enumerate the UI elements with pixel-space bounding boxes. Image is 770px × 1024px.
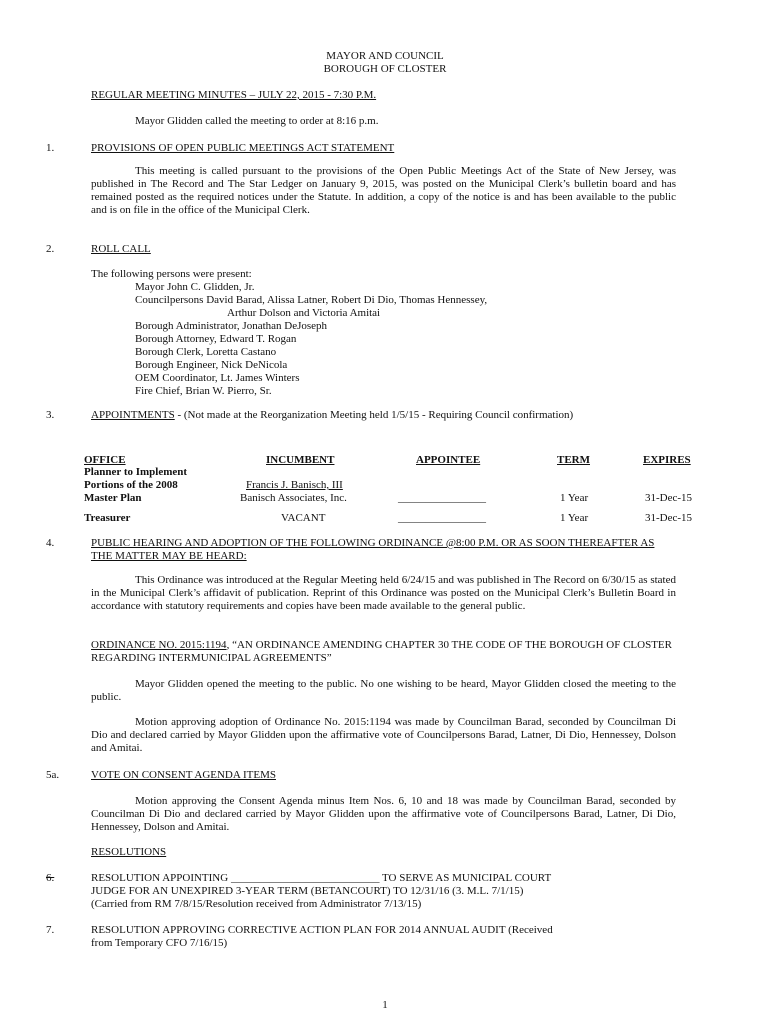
ordinance-number: ORDINANCE NO. 2015:1194	[91, 639, 227, 651]
ordinance-title: , “AN ORDINANCE AMENDING CHAPTER 30 THE CODE OF THE BOROUGH OF CLOSTER REGARDING INTERMUNICIPAL AGREEMENTS”	[91, 639, 672, 664]
column-header-office: OFFICE	[84, 454, 126, 466]
item-6-number: 6.	[46, 872, 55, 884]
incumbent-cell: Banisch Associates, Inc.	[240, 492, 347, 504]
roll-call-intro: The following persons were present:	[91, 268, 252, 280]
meeting-title: REGULAR MEETING MINUTES – JULY 22, 2015 - 7:30 P.M.	[91, 89, 377, 101]
header-line-1: MAYOR AND COUNCIL	[326, 50, 444, 62]
attendee: Borough Attorney, Edward T. Rogan	[135, 333, 297, 345]
consent-motion-text: Motion approving the Consent Agenda minus Item Nos. 6, 10 and 18 was made by Councilman Barad, seconded by Councilman Di Dio and declared carried by Mayor Glidden upon the affirmative vote of Councilpersons Barad, Latner, Di Dio, Hennessey, Dolson and Amitai.	[91, 795, 676, 833]
appointee-cell: ________________	[398, 512, 486, 524]
incumbent-cell: VACANT	[281, 512, 326, 524]
public-hearing-text: Mayor Glidden opened the meeting to the public. No one wishing to be heard, Mayor Glidden closed the meeting to the public.	[91, 678, 676, 703]
section-2-title: ROLL CALL	[91, 243, 151, 255]
term-cell: 1 Year	[560, 492, 589, 504]
ordinance-motion-text: Motion approving adoption of Ordinance No. 2015:1194 was made by Councilman Barad, seconded by Councilman Di Dio and declared carried by Mayor Glidden upon the affirmative vote of Councilpersons Barad, Latner, Di Dio, Hennessey, Dolson and Amitai.	[91, 716, 676, 754]
attendee: Borough Engineer, Nick DeNicola	[135, 359, 288, 371]
section-5a-title: VOTE ON CONSENT AGENDA ITEMS	[91, 769, 276, 781]
office-cell: Treasurer	[84, 512, 131, 524]
section-4-intro: This Ordinance was introduced at the Regular Meeting held 6/24/15 and was published in The Record on 6/30/15 as stated in the Municipal Clerk’s affidavit of publication. Reprint of this Ordinance was posted on the Municipal Clerk’s Bulletin Board in accordance with statutory requirements and copies have been made available to the general public.	[91, 574, 676, 612]
appointee-cell: ________________	[398, 492, 486, 504]
section-1-title: PROVISIONS OF OPEN PUBLIC MEETINGS ACT STATEMENT	[91, 142, 395, 154]
column-header-appointee: APPOINTEE	[416, 454, 481, 466]
item-7-number: 7.	[46, 924, 55, 936]
resolutions-title: RESOLUTIONS	[91, 846, 167, 858]
section-2-number: 2.	[46, 243, 55, 255]
attendee: Borough Clerk, Loretta Castano	[135, 346, 277, 358]
item-7-line-1: RESOLUTION APPROVING CORRECTIVE ACTION PLAN FOR 2014 ANNUAL AUDIT (Received	[91, 924, 553, 936]
item-7-line-2: from Temporary CFO 7/16/15)	[91, 937, 228, 949]
attendee: Mayor John C. Glidden, Jr.	[135, 281, 255, 293]
attendee: OEM Coordinator, Lt. James Winters	[135, 372, 300, 384]
term-cell: 1 Year	[560, 512, 589, 524]
office-cell: Master Plan	[84, 492, 142, 504]
column-header-expires: EXPIRES	[643, 454, 691, 466]
attendee: Fire Chief, Brian W. Pierro, Sr.	[135, 385, 272, 397]
column-header-incumbent: INCUMBENT	[266, 454, 335, 466]
section-4-number: 4.	[46, 537, 55, 549]
expires-cell: 31-Dec-15	[645, 512, 693, 524]
section-1-number: 1.	[46, 142, 55, 154]
section-1-body: This meeting is called pursuant to the provisions of the Open Public Meetings Act of the State of New Jersey, was published in The Record and The Star Ledger on January 9, 2015, was posted on the Municipal Clerk’s bulletin board and has remained posted as the required notices under the Statute. In addition, a copy of the notice is and has been available to the public and is on file in the office of the Municipal Clerk.	[91, 165, 676, 216]
item-6-line-2: JUDGE FOR AN UNEXPIRED 3-YEAR TERM (BETANCOURT) TO 12/31/16 (3. M.L. 7/1/15)	[91, 885, 524, 897]
column-header-term: TERM	[557, 454, 590, 466]
section-3-note: - (Not made at the Reorganization Meeting held 1/5/15 - Requiring Council confirmation)	[174, 409, 574, 421]
item-6-line-1: RESOLUTION APPOINTING ___________________________ TO SERVE AS MUNICIPAL COURT	[91, 872, 552, 884]
expires-cell: 31-Dec-15	[645, 492, 693, 504]
section-3-number: 3.	[46, 409, 55, 421]
section-3-heading	[91, 409, 651, 422]
header-line-2: BOROUGH OF CLOSTER	[323, 63, 447, 75]
section-3-title: APPOINTMENTS	[91, 409, 175, 421]
section-4-title: PUBLIC HEARING AND ADOPTION OF THE FOLLOWING ORDINANCE @8:00 P.M. OR AS SOON THEREAFTER AS THE MATTER MAY BE HEARD:	[91, 537, 655, 562]
item-6-line-3: (Carried from RM 7/8/15/Resolution received from Administrator 7/13/15)	[91, 898, 422, 910]
call-to-order: Mayor Glidden called the meeting to order at 8:16 p.m.	[135, 115, 379, 127]
office-cell: Portions of the 2008	[84, 479, 178, 491]
incumbent-cell: Francis J. Banisch, III	[246, 479, 343, 491]
section-5a-number: 5a.	[46, 769, 60, 781]
attendee: Borough Administrator, Jonathan DeJoseph	[135, 320, 328, 332]
page-number: 1	[382, 999, 388, 1011]
ordinance-heading	[91, 639, 676, 665]
office-cell: Planner to Implement	[84, 466, 188, 478]
attendee: Councilpersons David Barad, Alissa Latner, Robert Di Dio, Thomas Hennessey,	[135, 294, 488, 306]
attendee: Arthur Dolson and Victoria Amitai	[227, 307, 381, 319]
